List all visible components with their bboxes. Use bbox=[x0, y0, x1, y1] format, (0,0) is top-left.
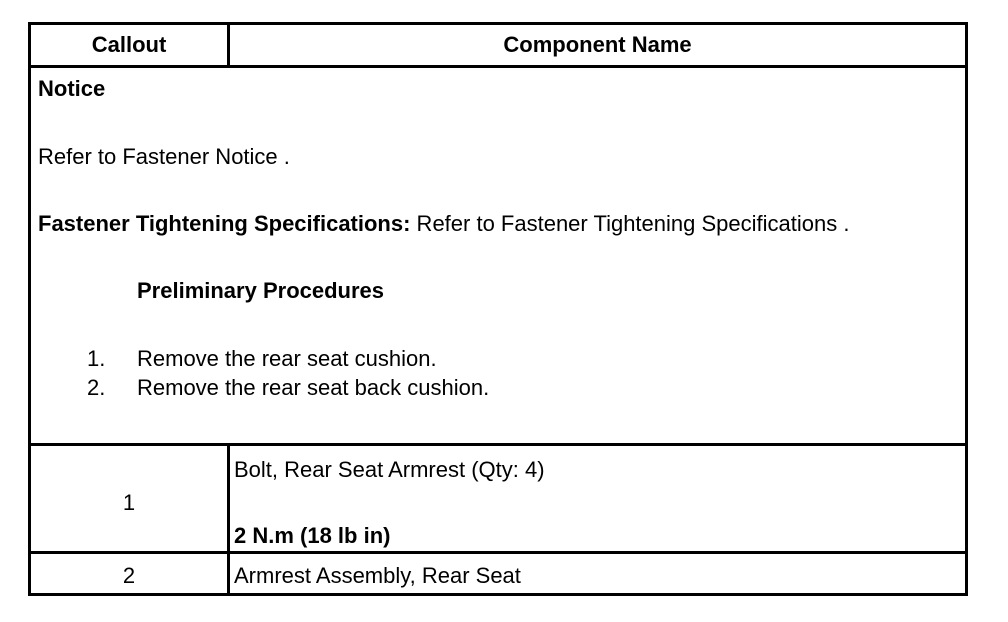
spec-label: Fastener Tightening Specifications: bbox=[38, 211, 411, 236]
row-divider bbox=[31, 443, 965, 446]
row-torque-spec: 2 N.m (18 lb in) bbox=[234, 523, 391, 548]
components-table bbox=[28, 22, 968, 596]
header-callout: Callout bbox=[91, 32, 167, 57]
step-number: 1. bbox=[87, 346, 106, 371]
fastener-notice-text: Refer to Fastener Notice . bbox=[38, 144, 290, 169]
notice-title: Notice bbox=[38, 76, 106, 101]
spec-text: Refer to Fastener Tightening Specifications . bbox=[410, 211, 850, 236]
column-divider bbox=[227, 25, 230, 65]
preliminary-procedures-title: Preliminary Procedures bbox=[137, 278, 385, 303]
step-number: 2. bbox=[87, 375, 106, 400]
step-text: Remove the rear seat back cushion. bbox=[137, 375, 490, 400]
row-divider bbox=[31, 551, 965, 554]
row-component-name: Armrest Assembly, Rear Seat bbox=[234, 563, 521, 588]
row-callout: 1 bbox=[122, 490, 136, 515]
tightening-spec-line bbox=[38, 211, 849, 237]
row-component-name: Bolt, Rear Seat Armrest (Qty: 4) bbox=[234, 457, 545, 482]
row-divider bbox=[31, 65, 965, 68]
step-text: Remove the rear seat cushion. bbox=[137, 346, 437, 371]
row-callout: 2 bbox=[122, 563, 136, 588]
header-component-name: Component Name bbox=[503, 32, 692, 57]
column-divider bbox=[227, 446, 230, 594]
